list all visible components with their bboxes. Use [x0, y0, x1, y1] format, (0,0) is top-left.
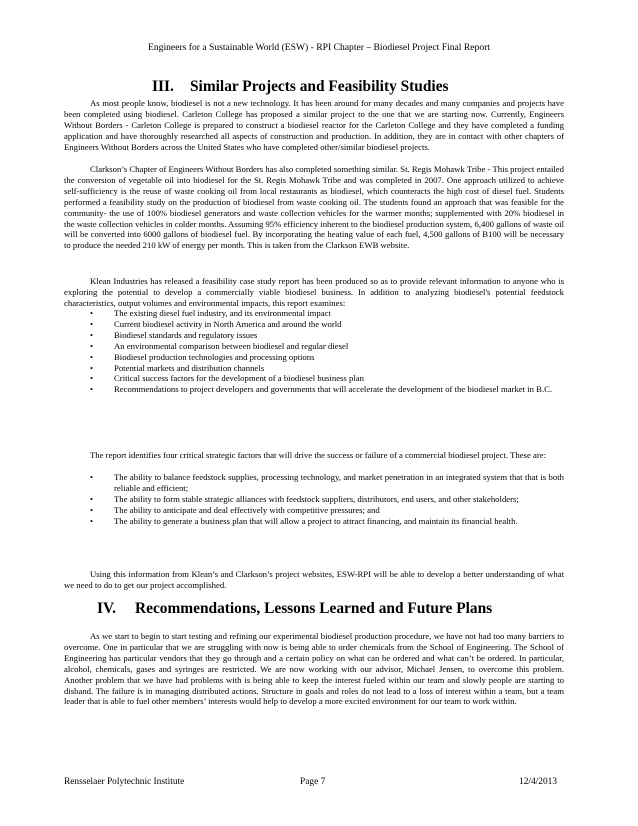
list-item: • Current biodiesel activity in North America and around the world — [90, 318, 342, 329]
list-item: • Potential markets and distribution channels — [90, 362, 265, 373]
section-title: Recommendations, Lessons Learned and Future Plans — [135, 600, 493, 617]
section-number: III. — [152, 78, 174, 95]
list-item: • The ability to generate a business plan that will allow a project to attract financing, and maintain its financial health. — [90, 515, 518, 526]
list-item: • The ability to anticipate and deal effectively with competitive pressures; and — [90, 504, 380, 515]
list-item: • An environmental comparison between biodiesel and regular diesel — [90, 340, 349, 351]
list-item: • The ability to balance feedstock supplies, processing technology, and market penetration in an integrated system that that is both reliable and efficient; — [90, 472, 564, 493]
list-item: • The existing diesel fuel industry, and its environmental impact — [90, 308, 331, 318]
running-header: Engineers for a Sustainable World (ESW) - RPI Chapter – Biodiesel Project Final Report — [148, 42, 490, 53]
paragraph-clarkson: Clarkson’s Chapter of Engineers Without Borders has also completed something similar. St. Regis Mohawk Tribe - This project entailed the conversion of vegetable oil into biodiesel for the St. Regis Mohawk Tribe and was completed in 2007. One approach utilized to achieve self-sufficiency is the reuse of waste cooking oil from local restaurants as biodiesel, which counteracts the high cost of diesel fuel. Students performed a feasibility study on the production of biodiesel from waste cooking oil. The students found an approach that was feasible for the community- the use of 100% biodiesel generators and waste collection vehicles for the warmer months; supplemented with 20% biodiesel in the waste collection vehicles in colder months. Assuming 95% efficiency inherent to the biodiesel production system, 6,400 gallons of waste oil will be converted into 6000 gallons of biodiesel fuel. By incorporating the heating value of each fuel, 4,500 gallons of B100 will be necessary to produce the needed 210 kW of energy per month. This is taken from the Clarkson EWB website. — [64, 164, 564, 251]
paragraph-klean-industries: Klean Industries has released a feasibility case study report has been produced so as to provide relevant information to anyone who is exploring the potential to develop a commercially viable biodiesel business. In addition to analyzing biodiesel's potential feedstock characteristics, output volumes and environmental impacts, this report examines: — [64, 276, 564, 308]
footer-page-number: Page 7 — [300, 777, 326, 787]
paragraph-using-information: Using this information from Klean’s and Clarkson’s project websites, ESW-RPI will be able to develop a better understanding of what we need to do to get our project accomplished. — [64, 569, 564, 590]
footer-date: 12/4/2013 — [519, 777, 558, 787]
list-item: • Recommendations to project developers and governments that will accelerate the development of the biodiesel market in B.C. — [90, 384, 553, 395]
footer-institution: Rensselaer Polytechnic Institute — [64, 777, 185, 787]
section-title: Similar Projects and Feasibility Studies — [190, 78, 449, 95]
paragraph-recommendations: As we start to begin to start testing and refining our experimental biodiesel production procedure, we have not had too many barriers to overcome. One in particular that we are struggling with now is being able to order chemicals from the School of Engineering. The School of Engineering has particular vendors that they go through and a certain policy on what can be ordered and what can’t be ordered. In particular, alcohol, chemicals, gases and syringes are restricted. We are now working with our advisor, Michael Jensen, to overcome this problem. Another problem that we have had problems with is being able to keep the interest fueled within our team and slowly people are starting to disband. The failure is in managing distributed actions. Structure in goals and roles do not lead to a loss of interest within a team, but a team leader that is able to fuel other members’ interests would help to develop a more excited environment for our team to work within. — [64, 631, 564, 707]
list-item: • Biodiesel standards and regulatory issues — [90, 329, 258, 340]
section-heading-iii — [152, 77, 449, 96]
paragraph-similar-projects: As most people know, biodiesel is not a new technology. It has been around for many decades and many companies and projects have been completed using biodiesel. Carleton College has proposed a similar project to the one that we are starting now. Currently, Engineers Without Borders - Carleton College is prepared to construct a biodiesel reactor for the Carleton College and they have completed a funding application and have thoroughly researched all aspects of construction and production. In addition, they are in contact with other chapters of Engineers Without Borders across the United States who have completed other/similar biodiesel projects. — [64, 98, 564, 152]
list-item: • Critical success factors for the development of a biodiesel business plan — [90, 373, 364, 384]
section-number: IV. — [97, 600, 116, 617]
report-topics-list — [90, 308, 564, 395]
list-item: • The ability to form stable strategic alliances with feedstock suppliers, distributors, end users, and other stakeholders; — [90, 493, 519, 504]
strategic-factors-list — [90, 472, 564, 527]
paragraph-strategic-factors: The report identifies four critical strategic factors that will drive the success or failure of a commercial biodiesel project. These are: — [90, 450, 546, 460]
section-heading-iv — [97, 599, 492, 618]
list-item: • Biodiesel production technologies and processing options — [90, 351, 315, 362]
